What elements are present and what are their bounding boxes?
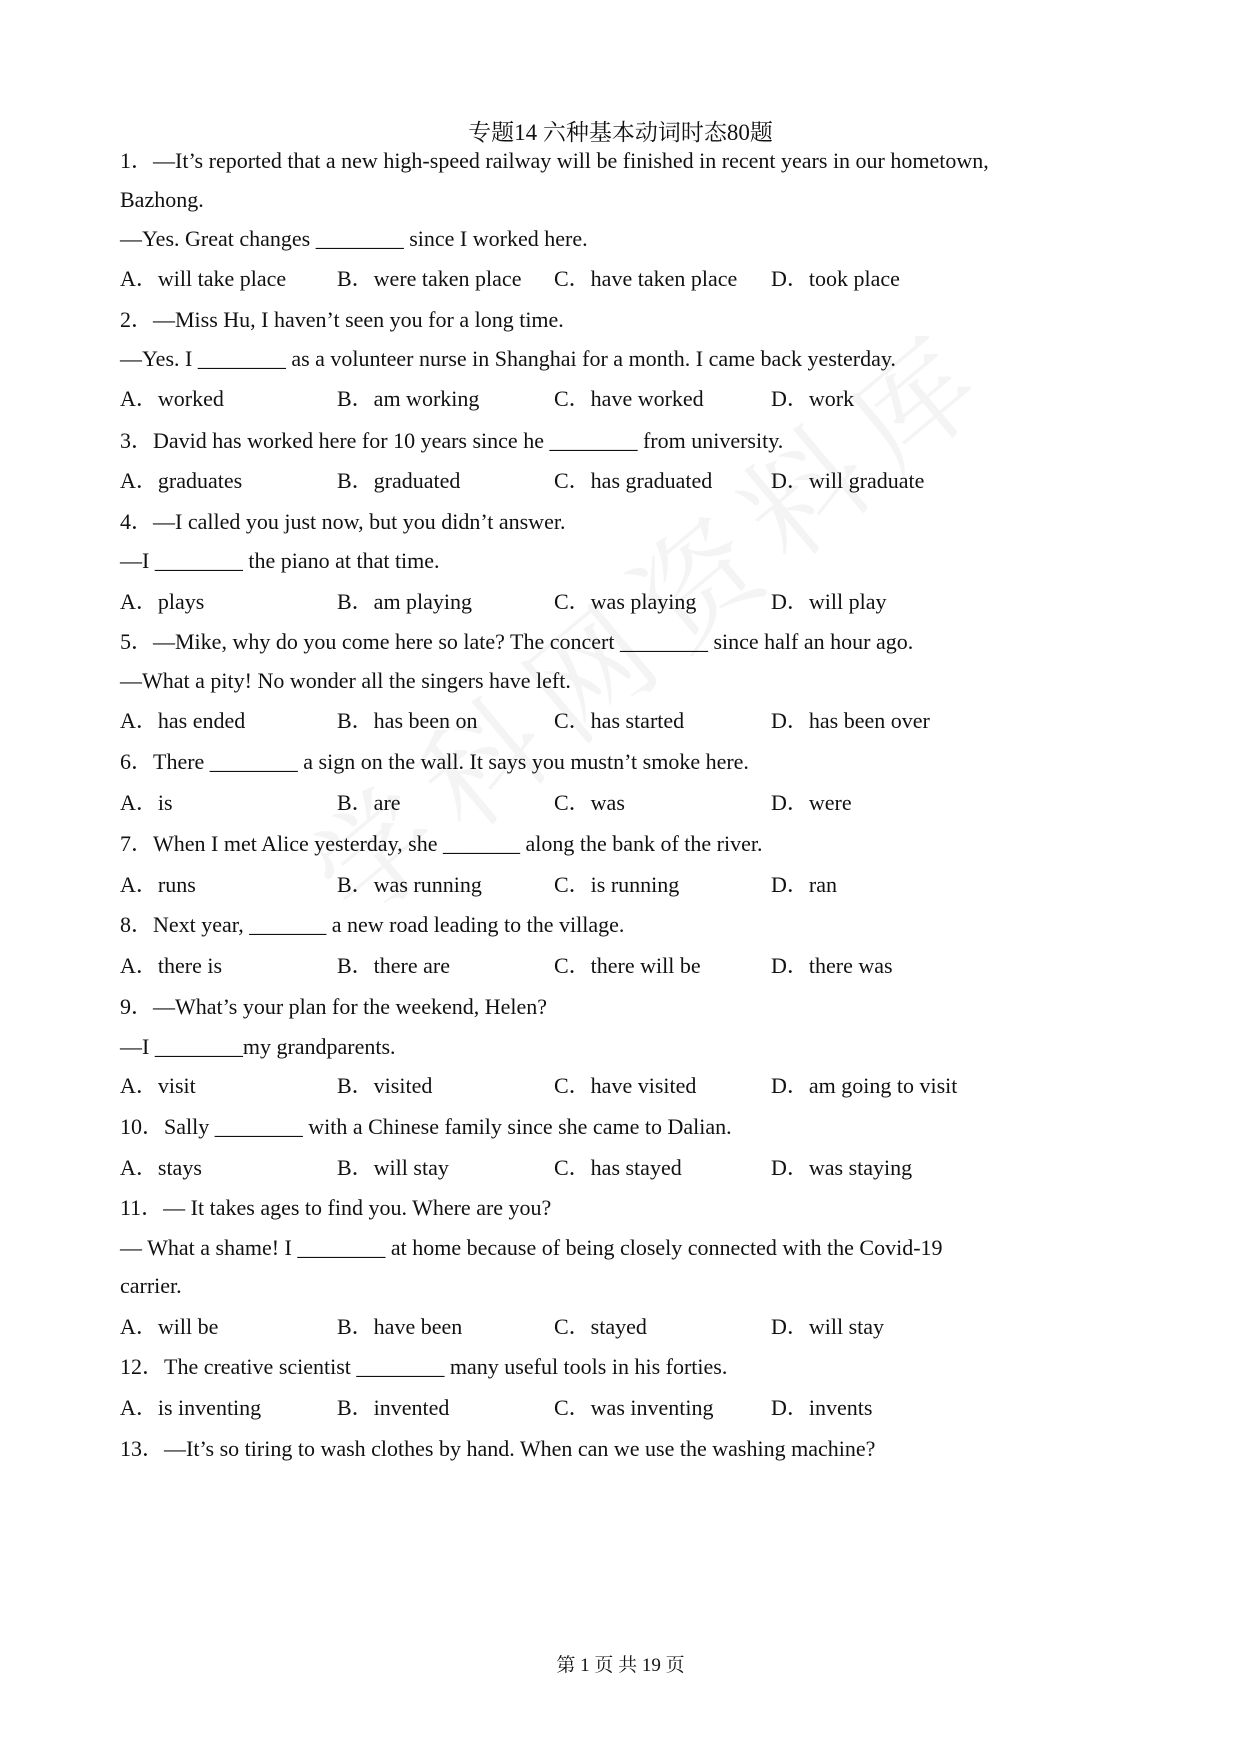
question-line: —What a pity! No wonder all the singers have left. <box>120 668 571 693</box>
answer-option: B．invented <box>337 1395 450 1420</box>
answer-option: D．am going to visit <box>771 1073 958 1098</box>
answer-option: C．was <box>554 790 625 815</box>
question-stem: 13．—It’s so tiring to wash clothes by hand. When can we use the washing machine? <box>120 1436 876 1461</box>
answer-option: A．graduates <box>120 468 243 493</box>
question-stem: 3．David has worked here for 10 years since he ________ from university. <box>120 428 784 453</box>
answer-option: D．ran <box>771 872 837 897</box>
question-line: — What a shame! I ________ at home because of being closely connected with the Covid-19 <box>120 1235 943 1260</box>
answer-option: A．will be <box>120 1314 219 1339</box>
answer-option: B．will stay <box>337 1155 449 1180</box>
answer-option: C．have worked <box>554 386 704 411</box>
answer-option: D．took place <box>771 266 900 291</box>
question-stem: 2．—Miss Hu, I haven’t seen you for a long time. <box>120 307 564 332</box>
answer-options <box>120 706 1130 736</box>
answer-option: C．there will be <box>554 953 701 978</box>
answer-options <box>120 951 1130 981</box>
answer-option: D．will graduate <box>771 468 925 493</box>
answer-option: D．there was <box>771 953 893 978</box>
question-line: Bazhong. <box>120 187 204 212</box>
answer-options <box>120 264 1130 294</box>
answer-option: D．will stay <box>771 1314 885 1339</box>
answer-option: D．work <box>771 386 855 411</box>
answer-options <box>120 870 1130 900</box>
question-line: —I ________my grandparents. <box>120 1034 396 1059</box>
answer-option: B．were taken place <box>337 266 522 291</box>
answer-option: A．stays <box>120 1155 202 1180</box>
answer-options <box>120 384 1130 414</box>
question-line: —I ________ the piano at that time. <box>120 548 440 573</box>
answer-option: C．have taken place <box>554 266 738 291</box>
question-stem: 11．— It takes ages to find you. Where are you? <box>120 1195 552 1220</box>
question-stem: 6．There ________ a sign on the wall. It says you mustn’t smoke here. <box>120 749 749 774</box>
answer-option: B．am working <box>337 386 480 411</box>
page-footer: 第 1 页 共 19 页 <box>556 1655 685 1676</box>
answer-option: A．will take place <box>120 266 287 291</box>
question-stem: 5．—Mike, why do you come here so late? The concert ________ since half an hour ago. <box>120 629 914 654</box>
question-stem: 9．—What’s your plan for the weekend, Helen? <box>120 994 548 1019</box>
answer-option: B．has been on <box>337 708 478 733</box>
answer-option: C．have visited <box>554 1073 697 1098</box>
answer-option: B．have been <box>337 1314 463 1339</box>
answer-options <box>120 466 1130 496</box>
question-stem: 7．When I met Alice yesterday, she _______ along the bank of the river. <box>120 831 763 856</box>
answer-option: D．were <box>771 790 852 815</box>
answer-option: D．was staying <box>771 1155 913 1180</box>
answer-option: B．are <box>337 790 401 815</box>
answer-option: A．there is <box>120 953 223 978</box>
answer-options <box>120 1071 1130 1101</box>
answer-options <box>120 1153 1130 1183</box>
answer-option: C．is running <box>554 872 680 897</box>
answer-option: B．was running <box>337 872 482 897</box>
answer-options <box>120 788 1130 818</box>
question-stem: 4．—I called you just now, but you didn’t answer. <box>120 509 566 534</box>
answer-options <box>120 1393 1130 1423</box>
answer-option: A．is inventing <box>120 1395 262 1420</box>
answer-option: A．worked <box>120 386 224 411</box>
question-line: —Yes. Great changes ________ since I worked here. <box>120 226 588 251</box>
answer-option: C．has started <box>554 708 685 733</box>
answer-option: C．has stayed <box>554 1155 682 1180</box>
answer-option: C．was playing <box>554 589 697 614</box>
answer-option: C．stayed <box>554 1314 647 1339</box>
answer-option: B．there are <box>337 953 450 978</box>
question-stem: 1．—It’s reported that a new high-speed railway will be finished in recent years in our hometown, <box>120 148 989 173</box>
answer-option: A．has ended <box>120 708 246 733</box>
question-stem: 8．Next year, _______ a new road leading to the village. <box>120 912 625 937</box>
answer-option: D．has been over <box>771 708 930 733</box>
answer-option: A．plays <box>120 589 205 614</box>
answer-option: C．was inventing <box>554 1395 714 1420</box>
question-stem: 12．The creative scientist ________ many useful tools in his forties. <box>120 1354 728 1379</box>
answer-option: C．has graduated <box>554 468 713 493</box>
answer-option: B．visited <box>337 1073 433 1098</box>
answer-option: B．am playing <box>337 589 473 614</box>
answer-option: A．runs <box>120 872 196 897</box>
question-line: —Yes. I ________ as a volunteer nurse in Shanghai for a month. I came back yesterday. <box>120 346 896 371</box>
answer-options <box>120 1312 1130 1342</box>
question-line: carrier. <box>120 1273 182 1298</box>
answer-option: A．visit <box>120 1073 196 1098</box>
answer-option: D．invents <box>771 1395 873 1420</box>
answer-options <box>120 587 1130 617</box>
answer-option: A．is <box>120 790 173 815</box>
question-stem: 10．Sally ________ with a Chinese family since she came to Dalian. <box>120 1114 732 1139</box>
page-title: 专题14 六种基本动词时态80题 <box>468 120 773 145</box>
answer-option: B．graduated <box>337 468 461 493</box>
answer-option: D．will play <box>771 589 887 614</box>
